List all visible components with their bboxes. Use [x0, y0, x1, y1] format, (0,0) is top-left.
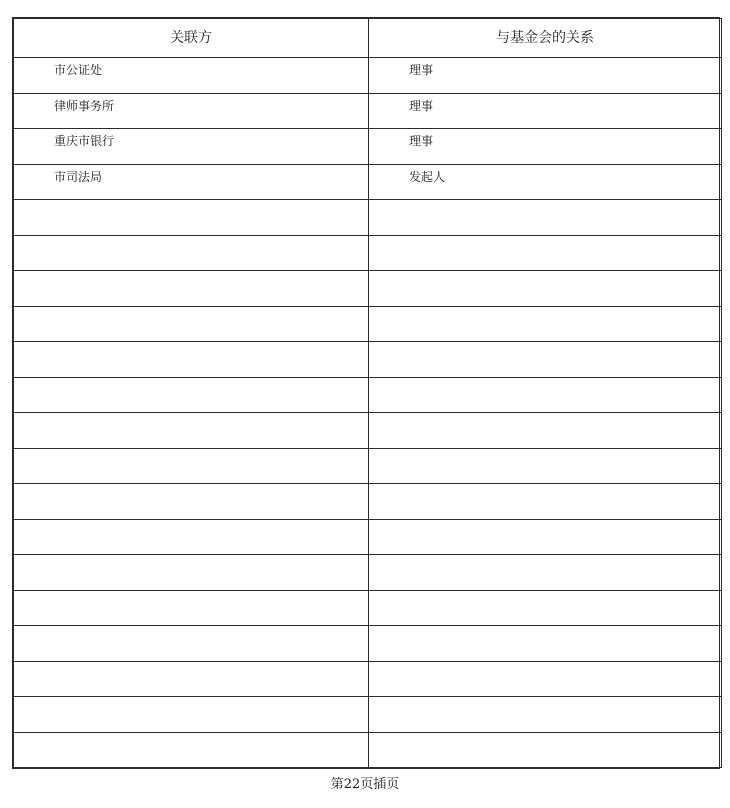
table-row — [14, 93, 722, 129]
relationship-cell — [369, 93, 722, 129]
table-row — [14, 164, 722, 200]
relationship-cell — [369, 342, 722, 378]
table-row — [14, 555, 722, 591]
related-party-name: 律师事务所 — [54, 98, 115, 113]
table-row — [14, 732, 722, 768]
relationship-value — [369, 591, 721, 596]
related-party-name: 市司法局 — [54, 169, 103, 184]
relationship-cell — [369, 590, 722, 626]
relationship-cell — [369, 697, 722, 733]
relationship-cell — [369, 235, 722, 271]
relationship-value — [369, 697, 721, 702]
related-party-name — [14, 591, 368, 596]
table-row — [14, 200, 722, 236]
table-row — [14, 377, 722, 413]
relationship-cell — [369, 129, 722, 165]
related-party-cell — [14, 626, 369, 662]
relationship-value — [369, 378, 721, 383]
table-row — [14, 413, 722, 449]
related-party-name — [14, 555, 368, 560]
relationship-value — [369, 236, 721, 241]
relationship-cell — [369, 200, 722, 236]
relationship-value — [369, 200, 721, 205]
table-row — [14, 306, 722, 342]
related-party-name — [14, 413, 368, 418]
related-party-name — [14, 200, 368, 205]
related-party-cell — [14, 342, 369, 378]
relationship-value — [369, 484, 721, 489]
related-party-name — [14, 520, 368, 525]
relationship-cell — [369, 306, 722, 342]
related-party-name — [14, 697, 368, 702]
related-party-cell — [14, 661, 369, 697]
related-party-cell — [14, 519, 369, 555]
related-party-name — [14, 626, 368, 631]
related-party-cell — [14, 200, 369, 236]
relationship-cell — [369, 164, 722, 200]
relationship-value — [369, 662, 721, 667]
relationship-cell — [369, 58, 722, 94]
related-party-cell — [14, 58, 369, 94]
related-party-table-frame — [12, 17, 720, 769]
related-party-cell — [14, 93, 369, 129]
relationship-cell — [369, 661, 722, 697]
related-party-name — [14, 307, 368, 312]
related-party-cell — [14, 129, 369, 165]
related-party-name: 重庆市银行 — [54, 134, 115, 148]
relationship-value — [369, 307, 721, 312]
table-body — [14, 58, 722, 768]
relationship-value — [369, 733, 721, 738]
relationship-cell — [369, 448, 722, 484]
relationship-value — [369, 555, 721, 560]
related-party-table — [13, 18, 722, 768]
relationship-value — [369, 271, 721, 276]
relationship-value: 理事 — [409, 98, 434, 113]
related-party-name — [14, 484, 368, 489]
related-party-cell — [14, 448, 369, 484]
table-row — [14, 271, 722, 307]
relationship-cell — [369, 626, 722, 662]
related-party-cell — [14, 732, 369, 768]
relationship-cell — [369, 377, 722, 413]
header-relationship: 与基金会的关系 — [369, 19, 722, 58]
relationship-cell — [369, 519, 722, 555]
relationship-value — [369, 342, 721, 347]
table-row — [14, 697, 722, 733]
related-party-cell — [14, 555, 369, 591]
relationship-cell — [369, 413, 722, 449]
related-party-name — [14, 662, 368, 667]
relationship-cell — [369, 484, 722, 520]
related-party-cell — [14, 306, 369, 342]
related-party-cell — [14, 413, 369, 449]
related-party-cell — [14, 164, 369, 200]
table-row — [14, 58, 722, 94]
relationship-value — [369, 413, 721, 418]
table-row — [14, 342, 722, 378]
relationship-value — [369, 449, 721, 454]
table-row — [14, 626, 722, 662]
table-row — [14, 129, 722, 165]
related-party-name — [14, 342, 368, 347]
related-party-cell — [14, 484, 369, 520]
relationship-value — [369, 520, 721, 525]
table-row — [14, 661, 722, 697]
related-party-cell — [14, 697, 369, 733]
relationship-value: 理事 — [409, 63, 434, 77]
table-row — [14, 484, 722, 520]
relationship-cell — [369, 732, 722, 768]
relationship-cell — [369, 271, 722, 307]
related-party-cell — [14, 271, 369, 307]
related-party-cell — [14, 235, 369, 271]
table-row — [14, 448, 722, 484]
related-party-name — [14, 378, 368, 383]
table-row — [14, 590, 722, 626]
related-party-name — [14, 236, 368, 241]
relationship-value — [369, 626, 721, 631]
related-party-cell — [14, 590, 369, 626]
related-party-name — [14, 449, 368, 454]
relationship-value: 发起人 — [409, 169, 446, 184]
header-related-party: 关联方 — [14, 19, 369, 58]
table-row — [14, 519, 722, 555]
relationship-cell — [369, 555, 722, 591]
table-header-row — [14, 19, 722, 58]
table-row — [14, 235, 722, 271]
related-party-name — [14, 271, 368, 276]
related-party-name — [14, 733, 368, 738]
related-party-name: 市公证处 — [54, 63, 103, 77]
related-party-cell — [14, 377, 369, 413]
relationship-value: 理事 — [409, 134, 434, 148]
page-footer: 第22页插页 — [330, 777, 400, 792]
